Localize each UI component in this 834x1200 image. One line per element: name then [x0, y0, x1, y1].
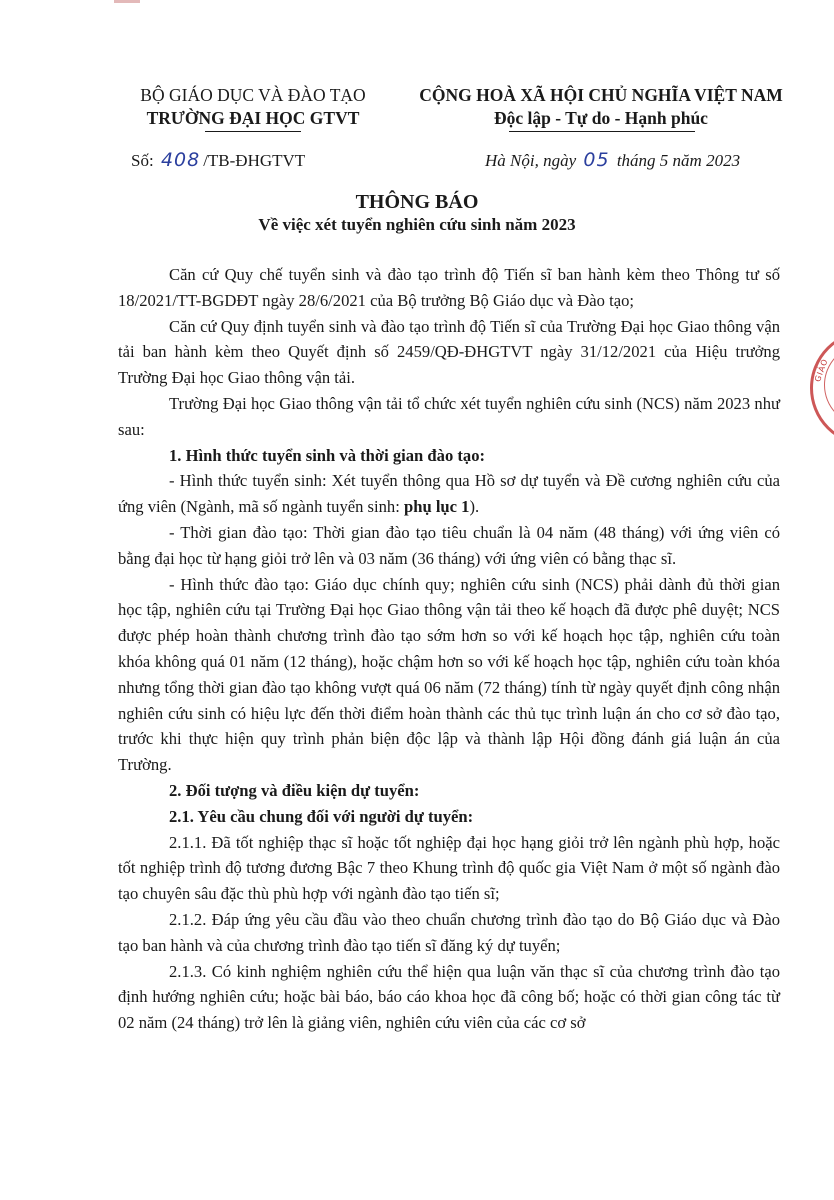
document-subtitle: Về việc xét tuyển nghiên cứu sinh năm 2023	[258, 215, 576, 234]
seal-stamp-text: GIÁO	[813, 357, 830, 384]
paragraph-legal-basis-2: Căn cứ Quy định tuyển sinh và đào tạo trình độ Tiến sĩ của Trường Đại học Giao thông vận tải ban hành kèm theo Quyết định số 2459/QĐ-ĐHGTVT ngày 31/12/2021 của Hiệu trưởng Trường Đại học Giao thông vận tải.	[118, 316, 780, 388]
admission-form-text: - Hình thức tuyển sinh: Xét tuyển thông qua Hồ sơ dự tuyển và Đề cương nghiên cứu của ứng viên (Ngành, mã số ngành tuyển sinh:	[118, 471, 780, 517]
document-title: THÔNG BÁO	[355, 191, 479, 213]
document-number-suffix: /TB-ĐHGTVT	[203, 151, 306, 170]
paragraph-legal-basis-1: Căn cứ Quy chế tuyển sinh và đào tạo trình độ Tiến sĩ ban hành kèm theo Thông tư số 18/2021/TT-BGDĐT ngày 28/6/2021 của Bộ trưởng Bộ Giáo dục và Đào tạo;	[118, 265, 780, 310]
country-name: CỘNG HOÀ XÃ HỘI CHỦ NGHĨA VIỆT NAM	[419, 85, 783, 105]
header-national	[415, 84, 787, 130]
paragraph-admission-form	[118, 468, 780, 520]
paragraph-training-form: - Hình thức đào tạo: Giáo dục chính quy; nghiên cứu sinh (NCS) phải dành đủ thời gian học tập, nghiên cứu tại Trường Đại học Giao thông vận tải theo kế hoạch đã được phê duyệt; NCS được phép hoàn thành chương trình đào tạo sớm hơn so với kế hoạch học tập, nghiên cứu toàn khóa không quá 01 năm (12 tháng), hoặc chậm hơn so với kế hoạch học tập, nghiên cứu toàn khóa nhưng tổng thời gian đào tạo không vượt quá 06 năm (72 tháng) tính từ ngày quyết định công nhận nghiên cứu sinh có hiệu lực đến thời điểm hoàn thành các thủ tục trình luận án cho cơ sở đào tạo, trước khi thực hiện quy trình phản biện độc lập và thành lập Hội đồng đánh giá luận án của Trường.	[118, 574, 780, 775]
section-heading-2-1: 2.1. Yêu cầu chung đối với người dự tuyển:	[169, 806, 474, 826]
scan-mark	[114, 0, 140, 3]
section-heading-1: 1. Hình thức tuyển sinh và thời gian đào tạo:	[169, 445, 486, 465]
admission-form-end: ).	[469, 497, 480, 517]
motto-underline	[509, 131, 695, 132]
header-issuer	[118, 84, 388, 130]
issuer-underline	[205, 131, 301, 132]
document-date	[485, 149, 740, 172]
paragraph-2-1-1: 2.1.1. Đã tốt nghiệp thạc sĩ hoặc tốt nghiệp đại học hạng giỏi trở lên ngành phù hợp, hoặc tốt nghiệp trình độ tương đương Bậc 7 theo Khung trình độ quốc gia Việt Nam ở một số ngành đào tạo chuyên sâu đặc thù phù hợp với ngành đào tạo tiến sĩ;	[118, 832, 780, 904]
ministry-name: BỘ GIÁO DỤC VÀ ĐÀO TẠO	[140, 85, 366, 105]
document-body	[118, 262, 780, 1036]
document-number-handwritten: 408	[160, 149, 201, 171]
date-suffix: tháng 5 năm 2023	[616, 151, 741, 170]
university-name: TRƯỜNG ĐẠI HỌC GTVT	[146, 108, 360, 128]
section-heading-2: 2. Đối tượng và điều kiện dự tuyển:	[169, 780, 420, 800]
document-number-prefix: Số:	[131, 151, 154, 170]
paragraph-training-duration: - Thời gian đào tạo: Thời gian đào tạo tiêu chuẩn là 04 năm (48 tháng) với ứng viên có bằng đại học từ hạng giỏi trở lên và 03 năm (36 tháng) với ứng viên có bằng thạc sĩ.	[118, 522, 780, 568]
paragraph-2-1-3: 2.1.3. Có kinh nghiệm nghiên cứu thể hiện qua luận văn thạc sĩ của chương trình đào tạo định hướng nghiên cứu; hoặc bài báo, báo cáo khoa học đã công bố; hoặc có thời gian công tác từ 02 năm (24 tháng) trở lên là giảng viên, nghiên cứu viên của các cơ sở	[118, 961, 780, 1033]
date-prefix: Hà Nội, ngày	[485, 151, 577, 170]
paragraph-2-1-2: 2.1.2. Đáp ứng yêu cầu đầu vào theo chuẩn chương trình đào tạo do Bộ Giáo dục và Đào tạo ban hành và của chương trình đào tạo tiến sĩ đăng ký dự tuyển;	[118, 909, 780, 955]
national-motto: Độc lập - Tự do - Hạnh phúc	[494, 108, 708, 128]
appendix-reference: phụ lục 1	[403, 497, 470, 517]
date-day-handwritten: 05	[583, 149, 610, 171]
paragraph-intro: Trường Đại học Giao thông vận tải tổ chức xét tuyển nghiên cứu sinh (NCS) năm 2023 như sau:	[118, 393, 780, 439]
document-number	[131, 149, 305, 172]
